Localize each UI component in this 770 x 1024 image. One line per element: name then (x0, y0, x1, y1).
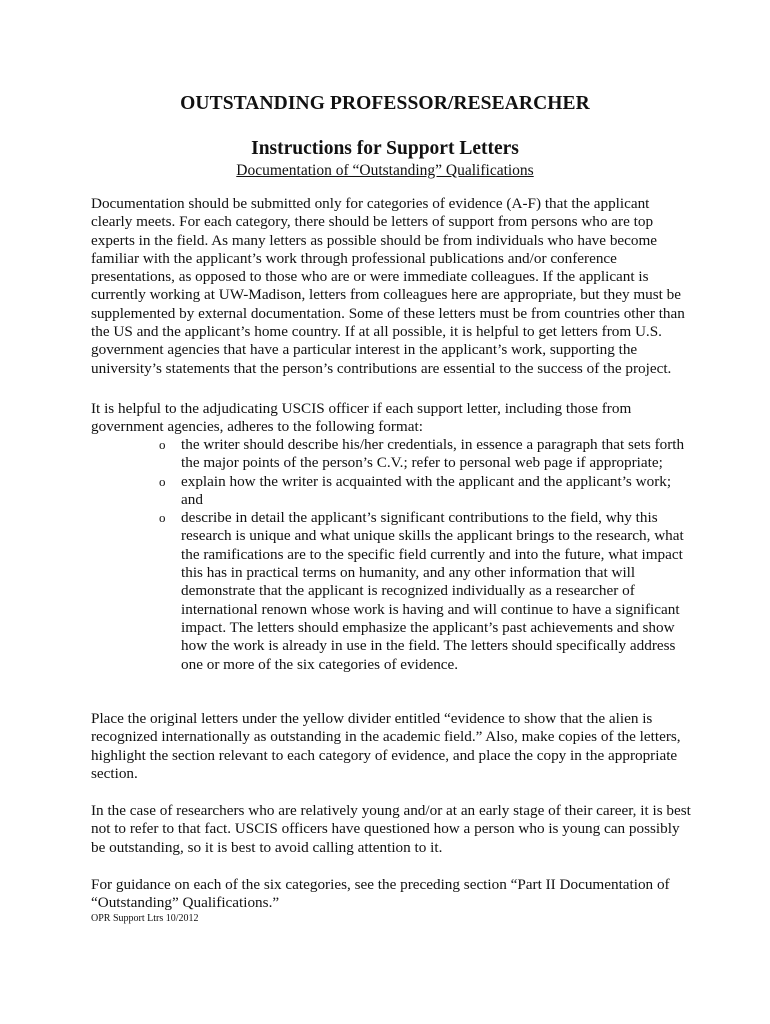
document-subtitle: Instructions for Support Letters (251, 138, 519, 159)
bullet-marker-icon: o (159, 437, 166, 452)
bullet-marker-icon: o (159, 510, 166, 526)
format-bullet-list (91, 436, 691, 674)
list-item (91, 509, 691, 674)
bullet-text: the writer should describe his/her credentials, in essence a paragraph that sets forth the major points of the person’s C.V.; refer to personal web page if appropriate; (181, 436, 685, 472)
document-subheading: Documentation of “Outstanding” Qualifications (236, 162, 534, 179)
list-item (91, 436, 691, 473)
bullet-text: explain how the writer is acquainted with the applicant and the applicant’s work; and (181, 472, 672, 508)
paragraph-documentation: Documentation should be submitted only for categories of evidence (A-F) that the applicant clearly meets. For each category, there should be letters of support from persons who are top experts in the field. As many letters as possible should be from individuals who have become familiar with the applicant’s work through professional publications and/or conference presentations, as opposed to those who are or were immediate colleagues. If the applicant is currently working at UW-Madison, letters from colleagues here are appropriate, but they must be supplemented by external documentation. Some of these letters must be from countries other than the US and the applicant’s home country. If at all possible, it is helpful to get letters from U.S. government agencies that have a particular interest in the applicant’s work, supporting the university’s statements that the person’s contributions are essential to the success of the project. (91, 195, 685, 377)
paragraph-placement: Place the original letters under the yellow divider entitled “evidence to show that the alien is recognized internationally as outstanding in the academic field.” Also, make copies of the letters, highlight the section relevant to each category of evidence, and place the copy in the appropriate section. (91, 710, 681, 782)
paragraph-guidance: For guidance on each of the six categories, see the preceding section “Part II Documentation of “Outstanding” Qualifications.” (91, 876, 670, 912)
footer-document-code: OPR Support Ltrs 10/2012 (91, 913, 199, 924)
list-item (91, 473, 691, 510)
paragraph-young-researchers: In the case of researchers who are relatively young and/or at an early stage of their career, it is best not to refer to that fact. USCIS officers have questioned how a person who is young can possibly be outstanding, so it is best to avoid calling attention to it. (91, 802, 691, 856)
paragraph-format-intro: It is helpful to the adjudicating USCIS officer if each support letter, including those from government agencies, adheres to the following format: (91, 400, 632, 436)
bullet-marker-icon: o (159, 473, 166, 489)
document-title: OUTSTANDING PROFESSOR/RESEARCHER (180, 93, 590, 114)
bullet-text: describe in detail the applicant’s significant contributions to the field, why this research is unique and what unique skills the applicant brings to the research, what the ramifications are to the specific field currently and into the future, what impact this has in practical terms on humanity, and any other information that will demonstrate that the applicant is recognized individually as a researcher of international renown whose work is having and will continue to have a significant impact. The letters should emphasize the applicant’s past achievements and show how the work is already in use in the field. The letters should specifically address one or more of the six categories of evidence. (181, 509, 684, 673)
